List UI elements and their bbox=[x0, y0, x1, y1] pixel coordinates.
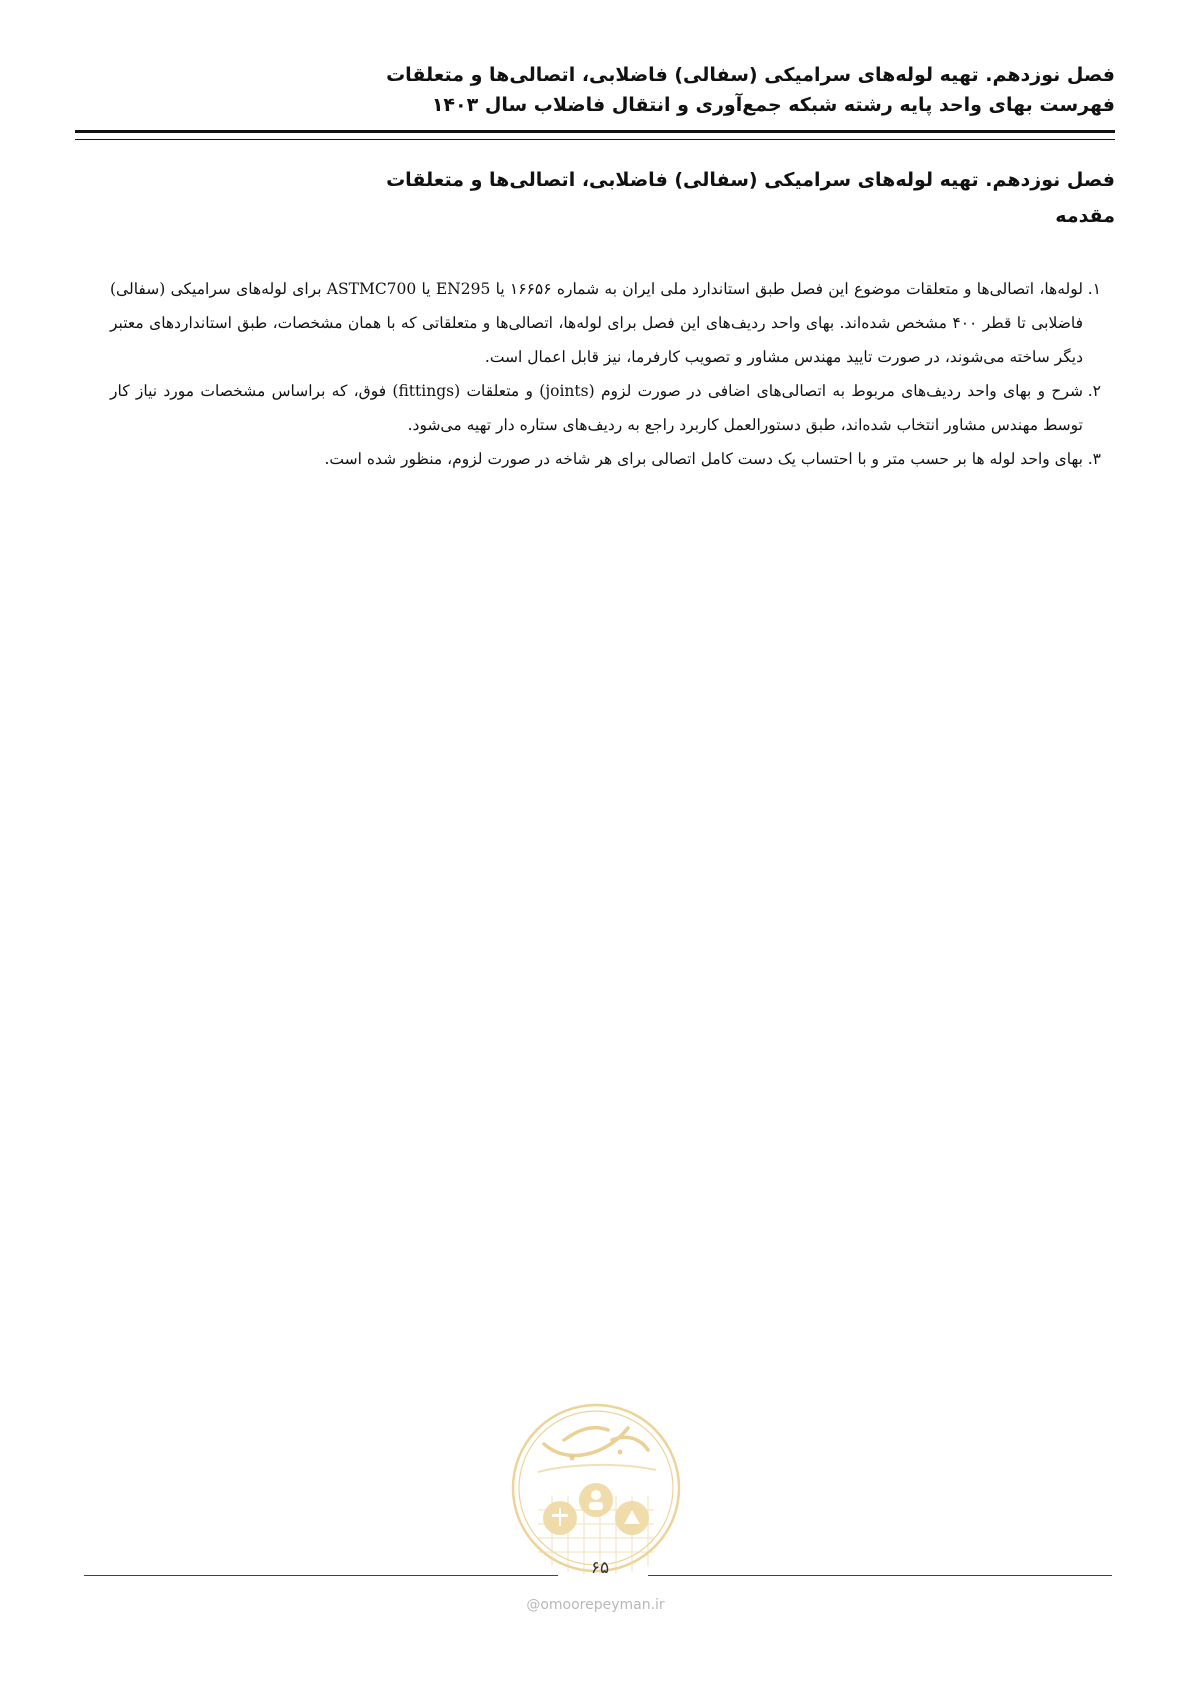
list-item-text: لوله‌ها، اتصالی‌ها و متعلقات موضوع این فصل طبق استاندارد ملی ایران به شماره ۱۶۶۵۶ یا EN295 یا ASTMC700 برای لوله‌های سرامیکی (سفالی) فاضلابی تا قطر ۴۰۰ مشخص شده‌اند. بهای واحد ردیف‌های این فصل برای لوله‌ها، اتصالی‌ها و متعلقاتی که با همان مشخصات، طبق استانداردهای معتبر دیگر ساخته می‌شوند، در صورت تایید مهندس مشاور و تصویب کارفرما، نیز قابل اعمال است. bbox=[110, 280, 1083, 366]
intro-list bbox=[110, 272, 1101, 476]
watermark-logo bbox=[508, 1400, 684, 1576]
list-item bbox=[110, 272, 1101, 374]
list-item bbox=[110, 442, 1101, 476]
header-rule bbox=[75, 130, 1115, 140]
footer-rule-left bbox=[84, 1575, 558, 1576]
running-header bbox=[75, 60, 1115, 120]
header-document-title: فهرست بهای واحد پایه رشته شبکه جمع‌آوری و انتقال فاضلاب سال ۱۴۰۳ bbox=[431, 94, 1115, 116]
watermark-website: @omoorepeyman.ir bbox=[526, 1597, 665, 1613]
section-subtitle: مقدمه bbox=[1055, 205, 1115, 227]
page-number: ۶۵ bbox=[590, 1558, 610, 1578]
list-item-number: ۳. bbox=[1087, 450, 1101, 468]
section-heading bbox=[75, 166, 1115, 230]
list-item bbox=[110, 374, 1101, 442]
header-chapter-title: فصل نوزدهم. تهیه لوله‌های سرامیکی (سفالی) فاضلابی، اتصالی‌ها و متعلقات bbox=[386, 64, 1115, 86]
list-item-number: ۲. bbox=[1087, 382, 1101, 400]
list-item-text: شرح و بهای واحد ردیف‌های مربوط به اتصالی‌های اضافی در صورت لزوم (joints) و متعلقات (fittings) فوق، که براساس مشخصات مورد نیاز کار توسط مهندس مشاور انتخاب شده‌اند، طبق دستورالعمل کاربرد راجع به ردیف‌های ستاره دار تهیه می‌شود. bbox=[110, 382, 1083, 434]
list-item-number: ۱. bbox=[1087, 280, 1101, 298]
section-title: فصل نوزدهم. تهیه لوله‌های سرامیکی (سفالی) فاضلابی، اتصالی‌ها و متعلقات bbox=[386, 169, 1115, 191]
list-item-text: بهای واحد لوله ها بر حسب متر و با احتساب یک دست کامل اتصالی برای هر شاخه در صورت لزوم، منظور شده است. bbox=[324, 450, 1083, 468]
footer-rule-right bbox=[648, 1575, 1112, 1576]
